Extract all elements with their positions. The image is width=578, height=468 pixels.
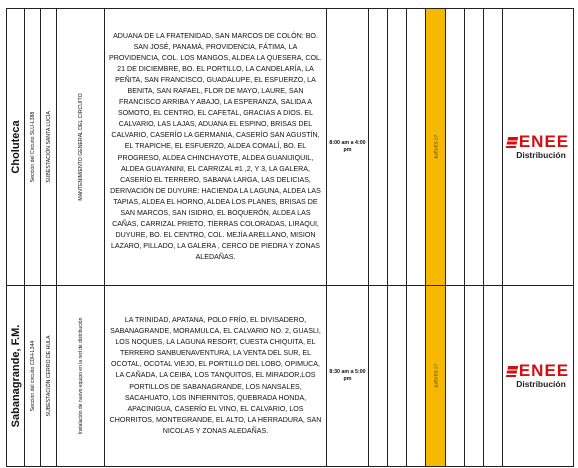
day-cell-empty — [407, 9, 426, 286]
department-name: Sabanagrande, F.M. — [9, 324, 22, 428]
day-cell-highlighted — [426, 9, 446, 286]
department-cell — [7, 286, 25, 467]
circuit-section: Sección del Circuito SLU-L388 — [29, 111, 36, 183]
outage-day: JUEVES 27 — [433, 363, 438, 389]
affected-areas: LA TRINIDAD, APATANA, POLO FRÍO, EL DIVISADERO, SABANAGRANDE, MORAMULCA, EL CALVARIO NO. 2, GUASLI, LOS NOQUES, LA LAGUNA RESORT, CUESTA CHIQUITA, EL TERRERO SANBUENAVENTURA, LA VENTA DEL SUR, EL OCOTAL, OCOTAL VIEJO, EL PORTILLO DEL LOBO, OPIMUCA, LA CAÑADA, LA CEIBA, LOS TANQUITOS, EL MIRADOR,LOS PORTILLOS DE SABANAGRANDE, LOS NANSALES, SACAHUATO, LOS INFIERNITOS, QUEBRADA HONDA, APACINIGUA, CASERÍO EL VINO, EL CALVARIO, LOS CHORRITOS, MONTEGRANDE, EL ALTO, LA HERRADURA, SAN NICOLAS Y ZONAS ALEDAÑAS. — [109, 315, 322, 435]
day-cell-empty — [369, 9, 388, 286]
work-cell — [57, 9, 105, 286]
enee-flag-icon — [506, 366, 518, 377]
work-description: Instalación de nuevo equipo en la red de distribución — [77, 317, 84, 435]
outage-schedule-table — [6, 8, 574, 467]
work-cell — [57, 286, 105, 467]
circuit-cell — [25, 286, 41, 467]
department-name: Choluteca — [9, 120, 22, 174]
day-cell-empty — [465, 286, 484, 467]
enee-logo — [503, 363, 573, 389]
affected-areas: ADUANA DE LA FRATENIDAD, SAN MARCOS DE COLÓN: BO. SAN JOSÉ, PANAMÁ, PROVIDENCIA, FÁTIMA, LA PROVIDENCIA, COL. LOS MANGOS, ALDEA LA QUESERA, COL. 21 DE DICIEMBRE, BO. EL PORTILLO, LA CANDELARÍA, LA PEÑITA, SAN FRANCISCO, GUADALUPE, EL ESFUERZO, LA BENITA, SAN RAFAEL, FLOR DE MAYO, LAURE, SAN FRANCISCO ARRIBA Y ABAJO, LA ESPERANZA, SALIDA A SOMOTO, EL CENTRO, EL CAFETAL, GRACIAS A DIOS. EL CALVARIO, LAS LAJAS, ADUANA EL ESPINO, BRISAS DEL CALVARIO, CASERÍO LA GERMANIA, CASERÍO SAN AGUSTÍN, EL TRAPICHE, EL ESFUERZO, ALDEA COMALÍ, BO. EL PROGRESO, ALDEA CHINCHAYOTE, ALDEA GUANIJIQUIL, ALDEA GUAYANINI, EL CARRIZAL #1 ,2, Y 3, LA GALERA, CASERÍO EL TERRERO, SABANA LARGA, LAS DELICIAS, DERIVACIÓN DE DUYURE: HACIENDA LA LAGUNA, ALDEA LAS TAPIAS, ALDEA EL HORNO, ALDEA LOS PLANES, BRISAS DE SAN MARCOS, SAN ISIDRO, EL BOQUERÓN, ALDEA LAS CAÑAS, CARRIZAL PRIETO, TIERRAS COLORADAS, LIRAQUI, DUYURE, BO. EL CENTRO, COL. MEJÍA ARELLANO, MISION LAZARO, PILLADO, LA GALERA , CERCO DE PIEDRA Y ZONAS ALEDAÑAS. — [109, 31, 322, 262]
substation-name: SUBESTACIÓN CERRO DE HULA — [45, 335, 52, 417]
outage-hours: 8:00 am a 4:00 pm — [329, 140, 366, 153]
day-cell-empty — [465, 9, 484, 286]
table-row — [7, 286, 574, 467]
day-cell-empty — [446, 9, 465, 286]
logo-cell — [503, 286, 574, 467]
circuit-section: Sección del circuito CDH-L344 — [29, 340, 36, 412]
day-cell-highlighted — [426, 286, 446, 467]
enee-flag-icon — [506, 137, 518, 148]
logo-subtitle: Distribución — [516, 379, 566, 389]
areas-cell — [105, 286, 327, 467]
day-cell-empty — [446, 286, 465, 467]
day-cell-empty — [369, 286, 388, 467]
logo-subtitle: Distribución — [516, 150, 566, 160]
day-cell-empty — [388, 286, 407, 467]
substation-cell — [41, 286, 57, 467]
hours-cell — [327, 286, 369, 467]
table-row — [7, 9, 574, 286]
department-cell — [7, 9, 25, 286]
enee-logo — [503, 134, 573, 160]
hours-cell — [327, 9, 369, 286]
day-cell-empty — [388, 9, 407, 286]
work-description: MANTENIMIENTO GENERAL DEL CIRCUITO — [77, 93, 84, 201]
outage-day: JUEVES 27 — [433, 134, 438, 160]
logo-brand: ENEE — [518, 132, 570, 151]
circuit-cell — [25, 9, 41, 286]
substation-name: SUBESTACIÓN SANTA LUCÍA — [45, 111, 52, 183]
areas-cell — [105, 9, 327, 286]
logo-brand: ENEE — [518, 361, 570, 380]
day-cell-empty — [407, 286, 426, 467]
day-cell-empty — [484, 9, 503, 286]
outage-hours: 8:30 am a 5:00 pm — [329, 369, 366, 382]
logo-cell — [503, 9, 574, 286]
day-cell-empty — [484, 286, 503, 467]
substation-cell — [41, 9, 57, 286]
